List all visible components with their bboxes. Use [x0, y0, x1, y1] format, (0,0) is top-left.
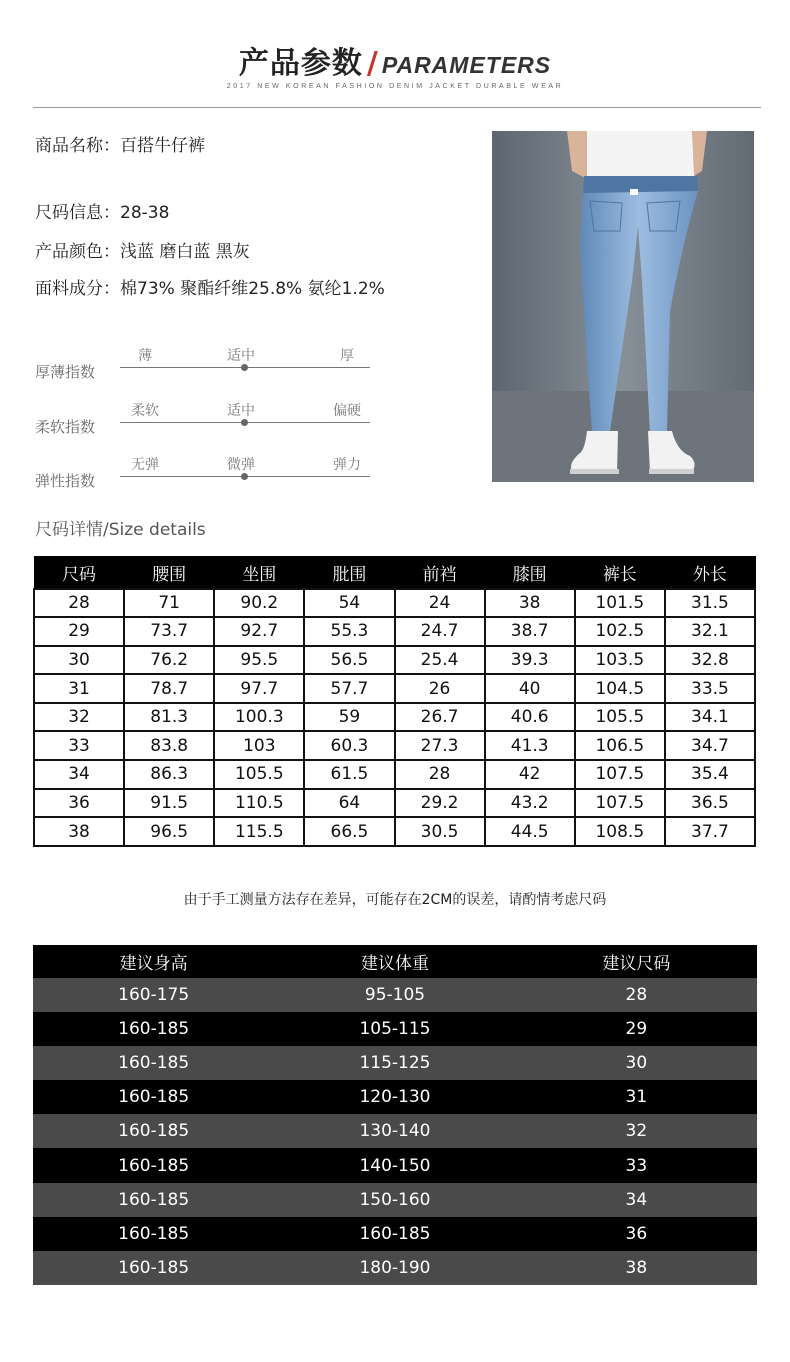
scale-indicator [241, 473, 248, 480]
table-cell: 95.5 [214, 646, 304, 675]
table-cell: 29 [516, 1012, 757, 1046]
table-cell: 150-160 [274, 1183, 515, 1217]
scale-option: 适中 [227, 348, 255, 364]
subtitle: 2017 NEW KOREAN FASHION DENIM JACKET DURABLE WEAR [226, 83, 564, 90]
table-row [34, 703, 755, 732]
table-cell: 86.3 [124, 760, 214, 789]
column-header: 坐围 [214, 557, 304, 589]
recommendation-table [33, 945, 757, 1285]
table-cell: 60.3 [304, 731, 394, 760]
table-cell: 71 [124, 589, 214, 618]
table-cell: 160-185 [33, 1012, 274, 1046]
page-header [0, 38, 790, 98]
table-cell: 28 [516, 978, 757, 1012]
column-header: 裤长 [575, 557, 665, 589]
table-cell: 40 [485, 674, 575, 703]
table-cell: 160-185 [33, 1148, 274, 1182]
table-cell: 32.8 [665, 646, 755, 675]
table-cell: 38 [34, 817, 124, 846]
scale-option: 柔软 [131, 403, 159, 419]
table-row [33, 978, 757, 1012]
table-cell: 30 [516, 1046, 757, 1080]
thickness-scale [35, 349, 375, 399]
size-info: 尺码信息：28-38 [35, 203, 170, 223]
table-cell: 160-185 [33, 1046, 274, 1080]
table-cell: 103 [214, 731, 304, 760]
table-cell: 34.7 [665, 731, 755, 760]
scale-option: 偏硬 [333, 403, 361, 419]
column-header: 前裆 [395, 557, 485, 589]
table-cell: 81.3 [124, 703, 214, 732]
table-cell: 76.2 [124, 646, 214, 675]
table-cell: 78.7 [124, 674, 214, 703]
table-cell: 38.7 [485, 617, 575, 646]
table-cell: 108.5 [575, 817, 665, 846]
measurement-note: 由于手工测量方法存在差异，可能存在2CM的误差，请酌情考虑尺码 [183, 892, 607, 908]
table-cell: 26.7 [395, 703, 485, 732]
table-cell: 59 [304, 703, 394, 732]
table-cell: 37.7 [665, 817, 755, 846]
table-cell: 130-140 [274, 1114, 515, 1148]
table-row [34, 817, 755, 846]
table-cell: 57.7 [304, 674, 394, 703]
product-photo [492, 131, 754, 482]
table-cell: 32.1 [665, 617, 755, 646]
table-cell: 44.5 [485, 817, 575, 846]
table-cell: 31 [516, 1080, 757, 1114]
table-cell: 28 [395, 760, 485, 789]
table-cell: 34 [516, 1183, 757, 1217]
table-cell: 96.5 [124, 817, 214, 846]
table-row [34, 646, 755, 675]
table-row [33, 1080, 757, 1114]
column-header: 肶围 [304, 557, 394, 589]
table-row [33, 1046, 757, 1080]
table-cell: 31 [34, 674, 124, 703]
table-cell: 102.5 [575, 617, 665, 646]
table-cell: 27.3 [395, 731, 485, 760]
table-cell: 115.5 [214, 817, 304, 846]
column-header: 建议尺码 [516, 945, 757, 978]
table-cell: 106.5 [575, 731, 665, 760]
table-cell: 30.5 [395, 817, 485, 846]
table-cell: 91.5 [124, 789, 214, 818]
rec-table-header [33, 945, 757, 978]
table-cell: 107.5 [575, 760, 665, 789]
scale-label: 厚薄指数 [35, 363, 96, 381]
table-row [33, 1114, 757, 1148]
table-cell: 61.5 [304, 760, 394, 789]
table-cell: 56.5 [304, 646, 394, 675]
table-cell: 33.5 [665, 674, 755, 703]
fabric-composition: 面料成分：棉73% 聚酯纤维25.8% 氨纶1.2% [35, 279, 385, 299]
table-cell: 34 [34, 760, 124, 789]
table-cell: 103.5 [575, 646, 665, 675]
table-cell: 54 [304, 589, 394, 618]
table-cell: 40.6 [485, 703, 575, 732]
table-cell: 32 [516, 1114, 757, 1148]
scale-option: 无弹 [131, 457, 159, 473]
table-cell: 100.3 [214, 703, 304, 732]
header-divider [33, 107, 761, 108]
scale-option: 弹力 [333, 457, 361, 473]
table-cell: 160-185 [274, 1217, 515, 1251]
table-row [34, 674, 755, 703]
column-header: 建议体重 [274, 945, 515, 978]
table-cell: 33 [34, 731, 124, 760]
scale-option: 微弹 [227, 457, 255, 473]
table-cell: 33 [516, 1148, 757, 1182]
table-cell: 34.1 [665, 703, 755, 732]
table-row [34, 760, 755, 789]
table-cell: 36.5 [665, 789, 755, 818]
size-details-title: 尺码详情/Size details [35, 520, 206, 540]
table-cell: 64 [304, 789, 394, 818]
table-cell: 29.2 [395, 789, 485, 818]
table-row [34, 731, 755, 760]
column-header: 外长 [665, 557, 755, 589]
table-cell: 160-185 [33, 1217, 274, 1251]
size-table-header [34, 557, 755, 589]
title-slash: / [366, 46, 378, 81]
title-row [0, 38, 790, 82]
scale-option: 厚 [340, 348, 354, 364]
table-row [34, 789, 755, 818]
title-english: PARAMETERS [381, 52, 552, 78]
table-cell: 97.7 [214, 674, 304, 703]
table-cell: 105-115 [274, 1012, 515, 1046]
table-cell: 160-185 [33, 1183, 274, 1217]
table-cell: 105.5 [214, 760, 304, 789]
softness-scale [35, 404, 375, 454]
table-cell: 110.5 [214, 789, 304, 818]
table-cell: 24 [395, 589, 485, 618]
table-cell: 31.5 [665, 589, 755, 618]
table-cell: 24.7 [395, 617, 485, 646]
table-row [33, 1012, 757, 1046]
table-cell: 92.7 [214, 617, 304, 646]
table-cell: 160-175 [33, 978, 274, 1012]
scale-label: 柔软指数 [35, 418, 96, 436]
table-cell: 105.5 [575, 703, 665, 732]
table-cell: 73.7 [124, 617, 214, 646]
table-cell: 160-185 [33, 1251, 274, 1285]
table-cell: 41.3 [485, 731, 575, 760]
table-cell: 55.3 [304, 617, 394, 646]
table-cell: 83.8 [124, 731, 214, 760]
table-cell: 28 [34, 589, 124, 618]
column-header: 腰围 [124, 557, 214, 589]
table-cell: 36 [516, 1217, 757, 1251]
table-cell: 38 [516, 1251, 757, 1285]
table-cell: 160-185 [33, 1080, 274, 1114]
table-cell: 38 [485, 589, 575, 618]
table-row [34, 589, 755, 618]
table-cell: 25.4 [395, 646, 485, 675]
table-cell: 115-125 [274, 1046, 515, 1080]
table-cell: 39.3 [485, 646, 575, 675]
table-cell: 35.4 [665, 760, 755, 789]
table-cell: 32 [34, 703, 124, 732]
table-cell: 101.5 [575, 589, 665, 618]
table-cell: 104.5 [575, 674, 665, 703]
table-row [34, 617, 755, 646]
column-header: 膝围 [485, 557, 575, 589]
table-cell: 66.5 [304, 817, 394, 846]
table-cell: 90.2 [214, 589, 304, 618]
product-name: 商品名称：百搭牛仔裤 [35, 136, 205, 156]
table-cell: 43.2 [485, 789, 575, 818]
column-header: 尺码 [34, 557, 124, 589]
scale-indicator [241, 419, 248, 426]
title-chinese: 产品参数 [238, 46, 363, 81]
table-row [33, 1183, 757, 1217]
table-cell: 107.5 [575, 789, 665, 818]
elasticity-scale [35, 458, 375, 508]
table-cell: 140-150 [274, 1148, 515, 1182]
scale-option: 薄 [138, 348, 152, 364]
table-cell: 26 [395, 674, 485, 703]
table-cell: 160-185 [33, 1114, 274, 1148]
product-colors: 产品颜色：浅蓝 磨白蓝 黑灰 [35, 242, 250, 262]
scale-indicator [241, 364, 248, 371]
table-cell: 29 [34, 617, 124, 646]
column-header: 建议身高 [33, 945, 274, 978]
scale-option: 适中 [227, 403, 255, 419]
table-cell: 30 [34, 646, 124, 675]
scale-label: 弹性指数 [35, 472, 96, 490]
table-row [33, 1217, 757, 1251]
size-table [33, 556, 756, 847]
table-cell: 42 [485, 760, 575, 789]
table-cell: 120-130 [274, 1080, 515, 1114]
table-row [33, 1148, 757, 1182]
table-row [33, 1251, 757, 1285]
table-cell: 36 [34, 789, 124, 818]
table-cell: 180-190 [274, 1251, 515, 1285]
table-cell: 95-105 [274, 978, 515, 1012]
